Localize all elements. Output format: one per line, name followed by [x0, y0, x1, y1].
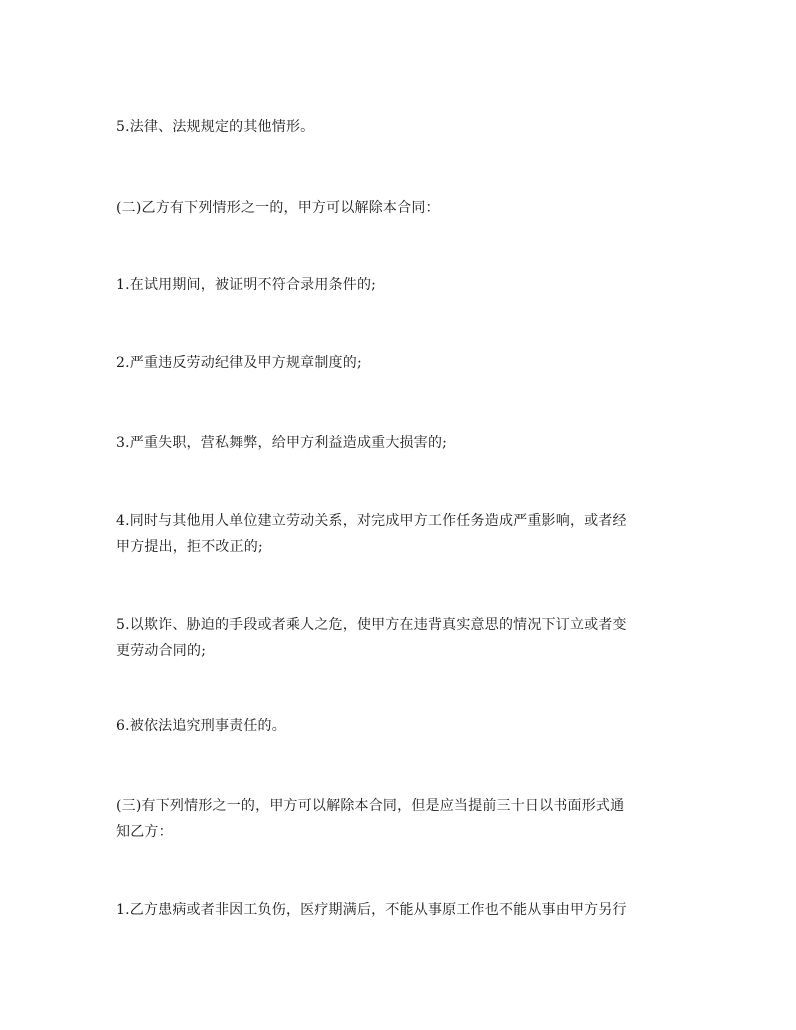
paragraph-line: 5.法律、法规规定的其他情形。 — [116, 119, 315, 135]
paragraph-line: 2.严重违反劳动纪律及甲方规章制度的; — [116, 355, 362, 371]
paragraph-1 — [116, 114, 688, 140]
paragraph-line: 5.以欺诈、胁迫的手段或者乘人之危，使甲方在违背真实意思的情况下订立或者变 — [116, 617, 627, 633]
paragraph-8 — [116, 713, 688, 739]
paragraph-line: (二)乙方有下列情形之一的，甲方可以解除本合同： — [116, 200, 440, 216]
paragraph-7 — [116, 612, 688, 664]
paragraph-4 — [116, 350, 688, 376]
paragraph-line: 知乙方： — [116, 824, 173, 840]
paragraph-6 — [116, 508, 688, 560]
paragraph-9 — [116, 793, 688, 845]
paragraph-line: 6.被依法追究刑事责任的。 — [116, 718, 286, 734]
paragraph-line: 4.同时与其他用人单位建立劳动关系，对完成甲方工作任务造成严重影响，或者经 — [116, 513, 627, 529]
paragraph-line: 1.乙方患病或者非因工负伤，医疗期满后，不能从事原工作也不能从事由甲方另行 — [116, 902, 627, 918]
paragraph-10 — [116, 897, 688, 923]
paragraph-line: 更劳动合同的; — [116, 643, 207, 659]
paragraph-5 — [116, 430, 688, 456]
paragraph-2 — [116, 195, 688, 221]
paragraph-line: 3.严重失职，营私舞弊，给甲方利益造成重大损害的; — [116, 435, 448, 451]
paragraph-line: 甲方提出，拒不改正的; — [116, 539, 263, 555]
paragraph-3 — [116, 272, 688, 298]
paragraph-line: 1.在试用期间，被证明不符合录用条件的; — [116, 277, 377, 293]
paragraph-line: (三)有下列情形之一的，甲方可以解除本合同，但是应当提前三十日以书面形式通 — [116, 798, 625, 814]
